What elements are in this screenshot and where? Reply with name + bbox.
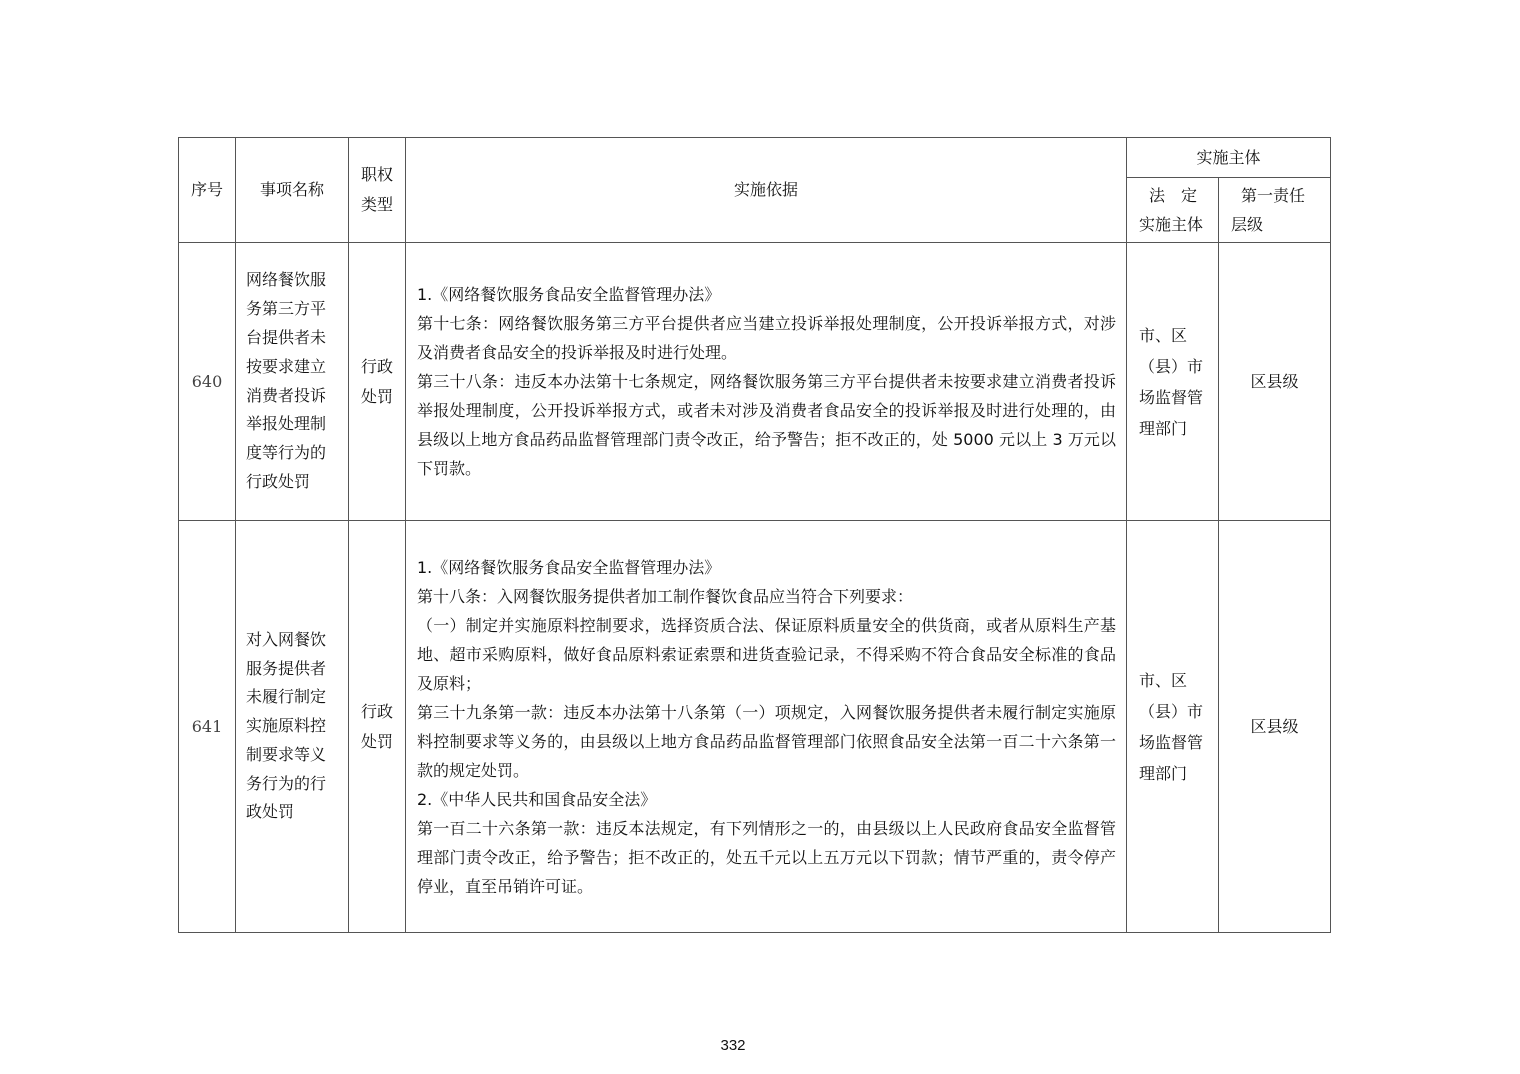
- authority-type: [349, 521, 406, 933]
- header-basis: 实施依据: [406, 138, 1127, 243]
- basis-line: 第三十九条第一款：违反本办法第十八条第（一）项规定，入网餐饮服务提供者未履行制定实施原料控制要求等义务的，由县级以上地方食品药品监督管理部门依照食品安全法第一百二十六条第一款的规定处罚。: [417, 702, 1116, 780]
- basis-line: 1.《网络餐饮服务食品安全监督管理办法》: [417, 557, 721, 577]
- header-subject: 实施主体: [1127, 138, 1331, 178]
- header-legal-subject: [1127, 178, 1219, 243]
- table-row: [179, 521, 1331, 933]
- row-number: 641: [179, 521, 236, 933]
- header-level-line2: 层级: [1231, 215, 1264, 234]
- legal-subject: 市、区（县）市场监督管理部门: [1127, 243, 1219, 521]
- page-number: 332: [720, 1037, 746, 1054]
- authority-type-line2: 处罚: [360, 731, 393, 751]
- row-number: 640: [179, 243, 236, 521]
- basis-line: 第三十八条：违反本办法第十七条规定，网络餐饮服务第三方平台提供者未按要求建立消费者投诉举报处理制度，公开投诉举报方式，或者未对涉及消费者食品安全的投诉举报及时进行处理的，由县级以上地方食品药品监督管理部门责令改正，给予警告；拒不改正的，处 5000 元以上 3 万元以下罚款。: [417, 372, 1116, 478]
- basis-line: 第十八条：入网餐饮服务提供者加工制作餐饮食品应当符合下列要求：: [417, 586, 914, 606]
- header-legal-line2: 实施主体: [1139, 215, 1204, 234]
- authority-type-line2: 处罚: [360, 386, 393, 406]
- legal-basis: [406, 521, 1127, 933]
- authority-type-line1: 行政: [360, 701, 393, 721]
- legal-subject: 市、区（县）市场监督管理部门: [1127, 521, 1219, 933]
- table-row: [179, 243, 1331, 521]
- item-name: 对入网餐饮服务提供者未履行制定实施原料控制要求等义务行为的行政处罚: [236, 521, 349, 933]
- legal-basis: [406, 243, 1127, 521]
- item-name: 网络餐饮服务第三方平台提供者未按要求建立消费者投诉举报处理制度等行为的行政处罚: [236, 243, 349, 521]
- header-type-line2: 类型: [360, 195, 393, 214]
- header-name: 事项名称: [236, 138, 349, 243]
- header-level-line1: 第一责任: [1241, 186, 1306, 205]
- header-no: 序号: [179, 138, 236, 243]
- authority-type-line1: 行政: [360, 356, 393, 376]
- basis-line: 1.《网络餐饮服务食品安全监督管理办法》: [417, 285, 721, 304]
- header-first-level: [1219, 178, 1331, 243]
- header-type: [349, 138, 406, 243]
- authority-type: [349, 243, 406, 521]
- basis-line: 第一百二十六条第一款：违反本法规定，有下列情形之一的，由县级以上人民政府食品安全监督管理部门责令改正，给予警告；拒不改正的，处五千元以上五万元以下罚款；情节严重的，责令停产停业，直至吊销许可证。: [417, 818, 1116, 896]
- header-legal-line1: 法 定: [1149, 186, 1198, 205]
- basis-line: （一）制定并实施原料控制要求，选择资质合法、保证原料质量安全的供货商，或者从原料生产基地、超市采购原料，做好食品原料索证索票和进货查验记录，不得采购不符合食品安全标准的食品及原料；: [417, 615, 1116, 693]
- header-type-line1: 职权: [360, 165, 393, 184]
- responsibility-level: 区县级: [1219, 243, 1331, 521]
- header-row: [179, 138, 1331, 178]
- basis-line: 第十七条：网络餐饮服务第三方平台提供者应当建立投诉举报处理制度，公开投诉举报方式，对涉及消费者食品安全的投诉举报及时进行处理。: [417, 314, 1116, 362]
- basis-line: 2.《中华人民共和国食品安全法》: [417, 789, 657, 809]
- responsibility-level: 区县级: [1219, 521, 1331, 933]
- authority-table: [178, 137, 1331, 933]
